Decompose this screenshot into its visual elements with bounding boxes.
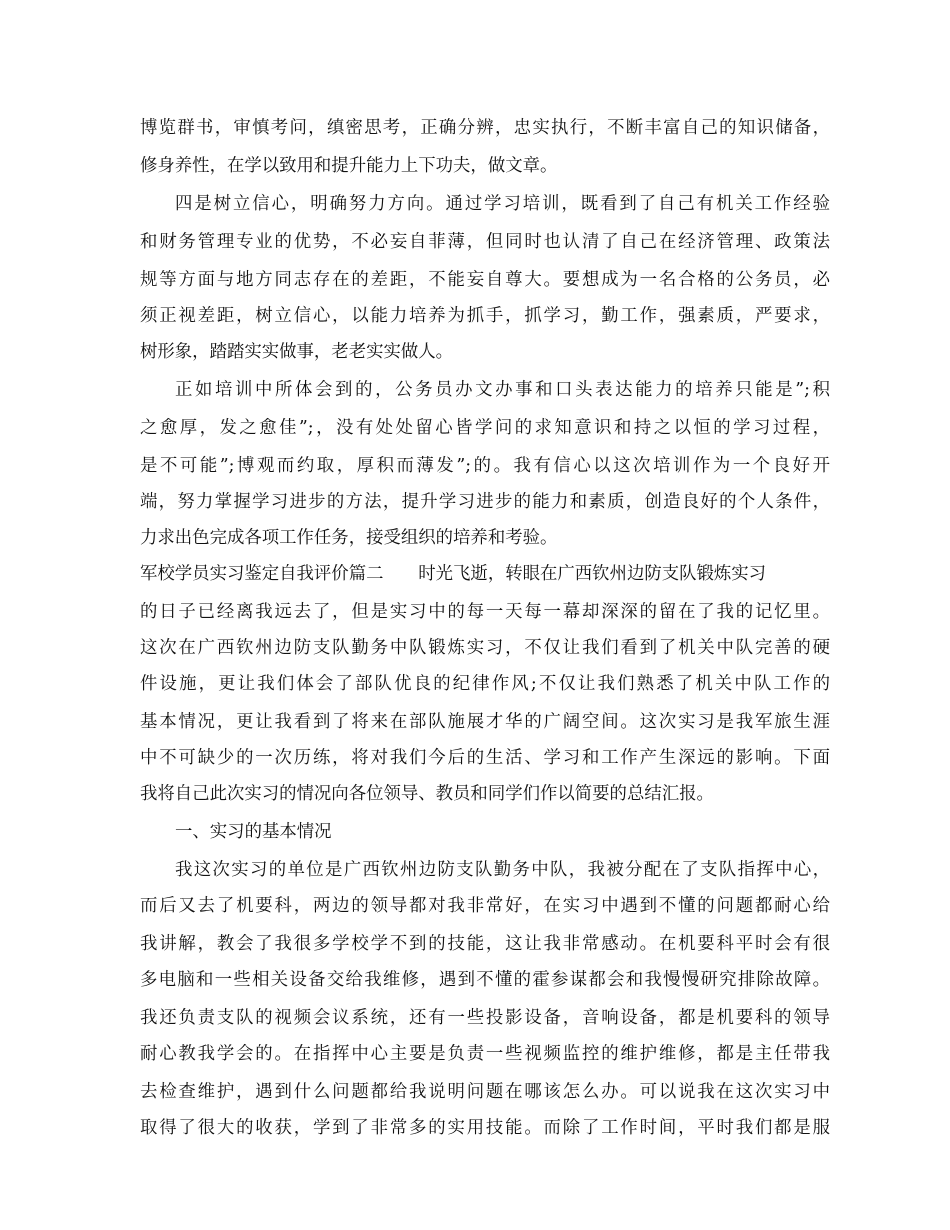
text-line: 修身养性，在学以致用和提升能力上下功夫，做文章。 [140, 156, 558, 176]
text-line: 博览群书，审慎考问，缜密思考，正确分辨，忠实执行，不断丰富自己的知识储备， [140, 118, 830, 138]
text-line: 军校学员实习鉴定自我评价篇二 时光飞逝，转眼在广西钦州边防支队锻炼实习 [140, 564, 767, 584]
text-line: 去检查维护，遇到什么问题都给我说明问题在哪该怎么办。可以说我在这次实习中 [140, 1082, 830, 1102]
text-line: 的日子已经离我远去了，但是实习中的每一天每一幕却深深的留在了我的记忆里。 [140, 602, 830, 622]
text-line: 我讲解，教会了我很多学校学不到的技能，这让我非常感动。在机要科平时会有很 [140, 934, 830, 954]
text-line: 我还负责支队的视频会议系统，还有一些投影设备，音响设备，都是机要科的领导 [140, 1008, 830, 1028]
text-line: 须正视差距，树立信心，以能力培养为抓手，抓学习，勤工作，强素质，严要求， [140, 306, 830, 326]
text-line: 我这次实习的单位是广西钦州边防支队勤务中队，我被分配在了支队指挥中心， [175, 860, 830, 880]
text-line: 树形象，踏踏实实做事，老老实实做人。 [140, 342, 454, 362]
text-line: 我将自己此次实习的情况向各位领导、教员和同学们作以简要的总结汇报。 [140, 784, 714, 804]
text-line: 多电脑和一些相关设备交给我维修，遇到不懂的霍参谋都会和我慢慢研究排除故障。 [140, 970, 830, 990]
section-heading: 一、实习的基本情况 [175, 822, 332, 842]
text-line: 是不可能”;博观而约取，厚积而薄发”;的。我有信心以这次培训作为一个良好开 [140, 456, 830, 476]
text-line: 基本情况，更让我看到了将来在部队施展才华的广阔空间。这次实习是我军旅生涯 [140, 712, 830, 732]
text-line: 正如培训中所体会到的，公务员办文办事和口头表达能力的培养只能是”;积 [175, 380, 830, 400]
text-line: 之愈厚，发之愈佳”;，没有处处留心皆学问的求知意识和持之以恒的学习过程， [140, 418, 830, 438]
text-line: 这次在广西钦州边防支队勤务中队锻炼实习，不仅让我们看到了机关中队完善的硬 [140, 638, 830, 658]
text-line: 规等方面与地方同志存在的差距，不能妄自尊大。要想成为一名合格的公务员，必 [140, 270, 830, 290]
text-line: 耐心教我学会的。在指挥中心主要是负责一些视频监控的维护维修，都是主任带我 [140, 1044, 830, 1064]
text-line: 取得了很大的收获，学到了非常多的实用技能。而除了工作时间，平时我们都是服 [140, 1118, 830, 1138]
text-line: 力求出色完成各项工作任务，接受组织的培养和考验。 [140, 528, 558, 548]
text-line: 件设施，更让我们体会了部队优良的纪律作风;不仅让我们熟悉了机关中队工作的 [140, 674, 830, 694]
text-line: 端，努力掌握学习进步的方法，提升学习进步的能力和素质，创造良好的个人条件， [140, 492, 830, 512]
text-line: 和财务管理专业的优势，不必妄自菲薄，但同时也认清了自己在经济管理、政策法 [140, 232, 830, 252]
text-line: 中不可缺少的一次历练，将对我们今后的生活、学习和工作产生深远的影响。下面 [140, 748, 830, 768]
text-line: 而后又去了机要科，两边的领导都对我非常好，在实习中遇到不懂的问题都耐心给 [140, 896, 830, 916]
text-line: 四是树立信心，明确努力方向。通过学习培训，既看到了自己有机关工作经验 [175, 194, 830, 214]
